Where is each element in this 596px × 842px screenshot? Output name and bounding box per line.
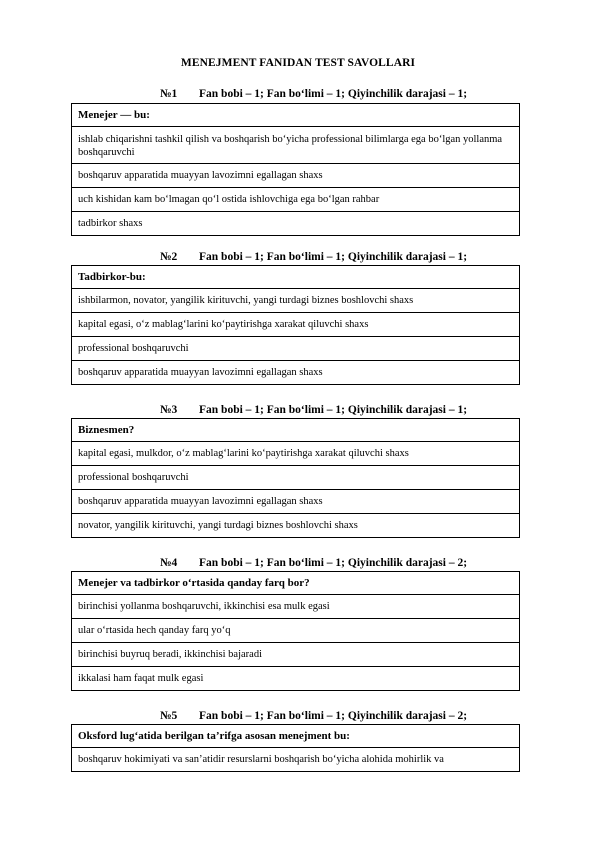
- answer-option[interactable]: tadbirkor shaxs: [72, 212, 520, 236]
- question-meta: Fan bobi – 1; Fan bo‘limi – 1; Qiyinchilik darajasi – 1;: [199, 404, 468, 416]
- answer-option[interactable]: kapital egasi, o‘z mablag‘larini ko‘paytirishga xarakat qiluvchi shaxs: [72, 313, 520, 337]
- question-stem: Oksford lug‘atida berilgan ta’rifga asosan menejment bu:: [72, 725, 520, 748]
- question-number: №4: [160, 557, 178, 569]
- answer-option[interactable]: professional boshqaruvchi: [72, 337, 520, 361]
- question-2-table: [71, 265, 520, 385]
- answer-option[interactable]: ishlab chiqarishni tashkil qilish va boshqarish bo‘yicha professional bilimlarga ega bo‘lgan yollanma boshqaruvchi: [72, 127, 520, 164]
- answer-option[interactable]: birinchisi yollanma boshqaruvchi, ikkinchisi esa mulk egasi: [72, 595, 520, 619]
- question-stem: Menejer — bu:: [72, 104, 520, 127]
- answer-option[interactable]: birinchisi buyruq beradi, ikkinchisi bajaradi: [72, 643, 520, 667]
- question-1-table: [71, 103, 520, 236]
- answer-option[interactable]: ular o‘rtasida hech qanday farq yo‘q: [72, 619, 520, 643]
- question-meta: Fan bobi – 1; Fan bo‘limi – 1; Qiyinchilik darajasi – 2;: [199, 557, 468, 569]
- answer-option[interactable]: boshqaruv apparatida muayyan lavozimni egallagan shaxs: [72, 490, 520, 514]
- question-3-table: [71, 418, 520, 538]
- question-number: №5: [160, 710, 178, 722]
- answer-option[interactable]: ikkalasi ham faqat mulk egasi: [72, 667, 520, 691]
- answer-option[interactable]: uch kishidan kam bo‘lmagan qo‘l ostida ishlovchiga ega bo‘lgan rahbar: [72, 188, 520, 212]
- question-meta: Fan bobi – 1; Fan bo‘limi – 1; Qiyinchilik darajasi – 1;: [199, 251, 468, 263]
- question-1-header: [0, 88, 596, 104]
- question-stem: Biznesmen?: [72, 419, 520, 442]
- question-stem: Tadbirkor-bu:: [72, 266, 520, 289]
- answer-option[interactable]: boshqaruv apparatida muayyan lavozimni egallagan shaxs: [72, 164, 520, 188]
- question-meta: Fan bobi – 1; Fan bo‘limi – 1; Qiyinchilik darajasi – 1;: [199, 88, 468, 100]
- answer-option[interactable]: boshqaruv hokimiyati va san’atidir resurslarni boshqarish bo‘yicha alohida mohirlik va: [72, 748, 520, 772]
- answer-option[interactable]: boshqaruv apparatida muayyan lavozimni egallagan shaxs: [72, 361, 520, 385]
- answer-option[interactable]: novator, yangilik kirituvchi, yangi turdagi biznes boshlovchi shaxs: [72, 514, 520, 538]
- question-number: №2: [160, 251, 178, 263]
- question-number: №3: [160, 404, 178, 416]
- question-5-table: [71, 724, 520, 772]
- question-number: №1: [160, 88, 178, 100]
- answer-option[interactable]: kapital egasi, mulkdor, o‘z mablag‘larini ko‘paytirishga xarakat qiluvchi shaxs: [72, 442, 520, 466]
- question-4-table: [71, 571, 520, 691]
- answer-option[interactable]: ishbilarmon, novator, yangilik kirituvchi, yangi turdagi biznes boshlovchi shaxs: [72, 289, 520, 313]
- page-title: MENEJMENT FANIDAN TEST SAVOLLARI: [180, 57, 416, 69]
- question-meta: Fan bobi – 1; Fan bo‘limi – 1; Qiyinchilik darajasi – 2;: [199, 710, 468, 722]
- question-stem: Menejer va tadbirkor o‘rtasida qanday farq bor?: [72, 572, 520, 595]
- answer-option[interactable]: professional boshqaruvchi: [72, 466, 520, 490]
